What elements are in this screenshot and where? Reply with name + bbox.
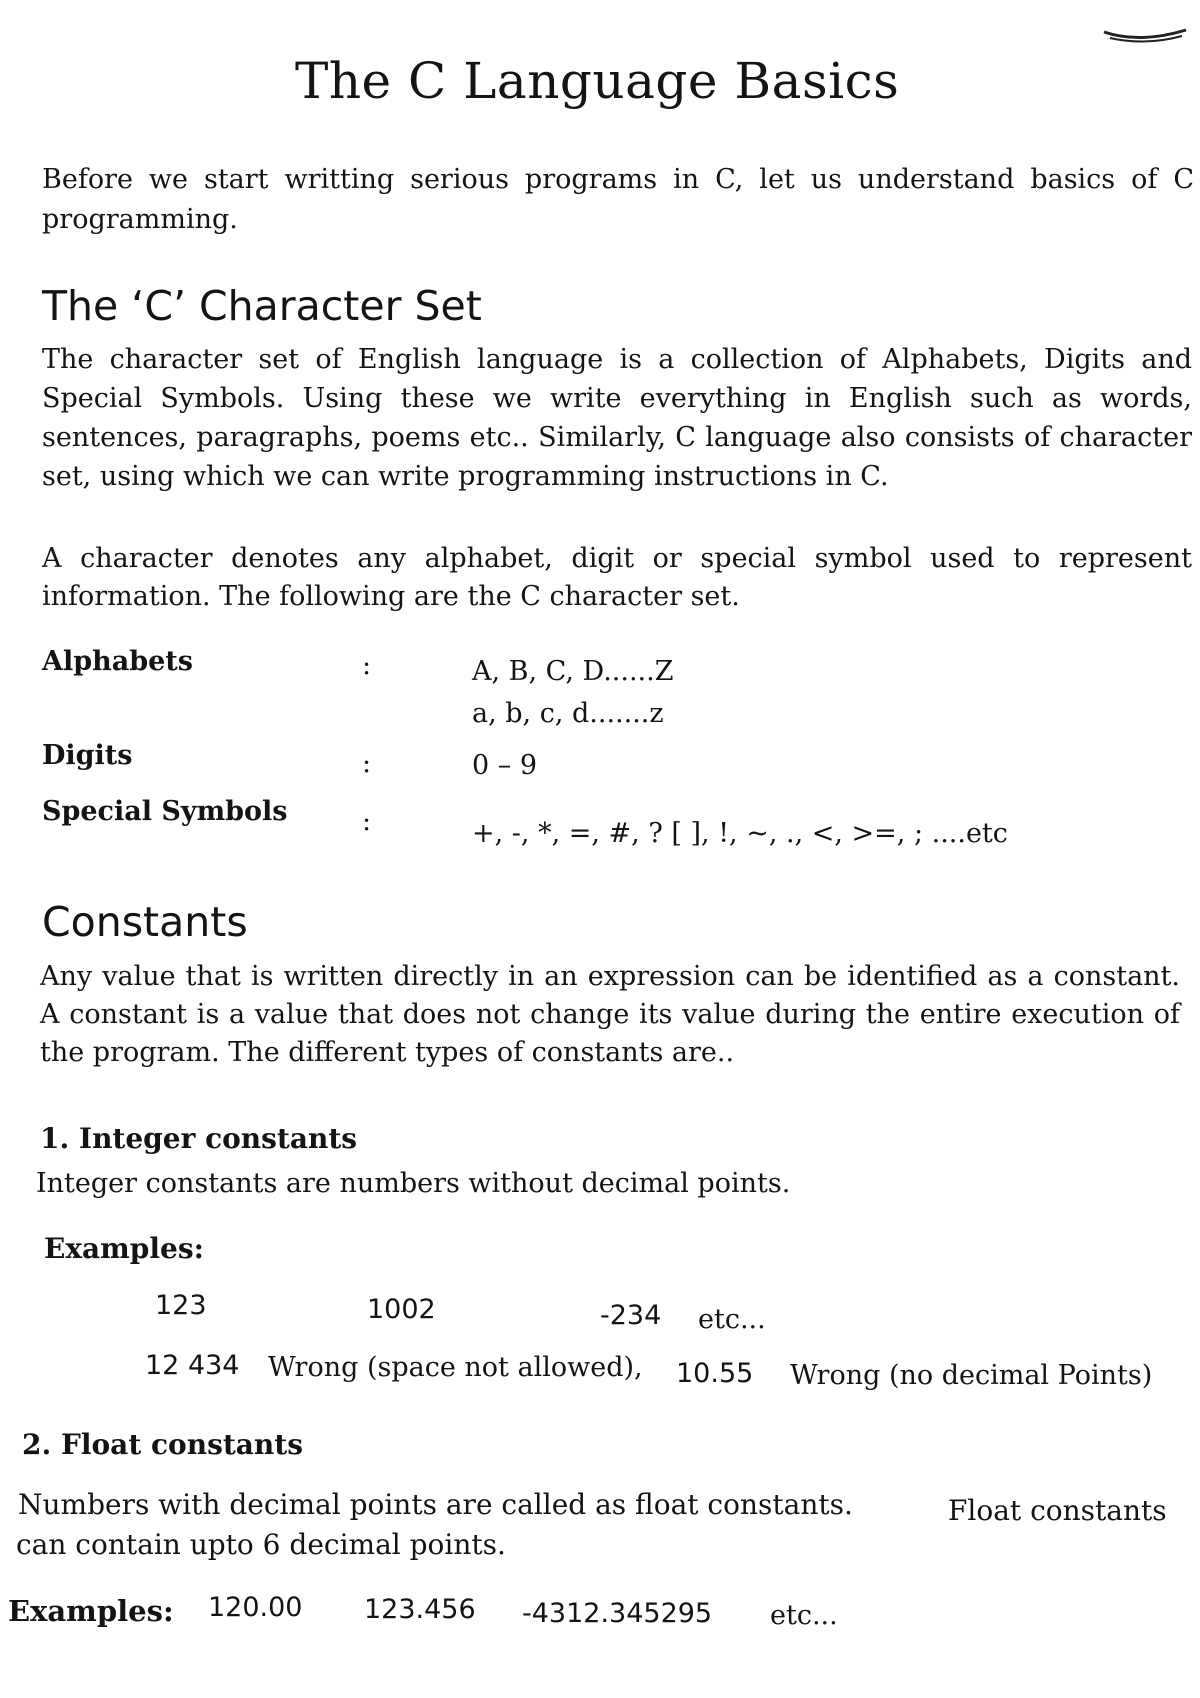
float-description-line2: can contain upto 6 decimal points.: [16, 1528, 506, 1561]
alphabets-uppercase: A, B, C, D......Z: [472, 656, 674, 687]
page-title: The C Language Basics: [295, 52, 900, 110]
float-example-2: 123.456: [364, 1594, 476, 1625]
corner-mark: [1100, 22, 1190, 52]
character-definition-paragraph: A character denotes any alphabet, digit or special symbol used to represent information. The following are the C character set.: [42, 543, 1192, 612]
integer-example-etc: etc...: [698, 1304, 766, 1335]
float-example-3: -4312.345295: [522, 1598, 713, 1629]
digits-colon: :: [362, 748, 372, 779]
alphabets-label: Alphabets: [42, 646, 193, 677]
alphabets-colon: :: [362, 650, 372, 681]
constants-heading: Constants: [42, 898, 248, 946]
special-symbols-value: +, -, *, =, #, ? [ ], !, ~, ., <, >=, ; ....etc: [472, 818, 1008, 849]
wrong-example-2-note: Wrong (no decimal Points): [790, 1360, 1153, 1391]
float-description-line1-end: Float constants: [948, 1494, 1167, 1527]
digits-label: Digits: [42, 740, 133, 771]
float-examples-label: Examples:: [8, 1594, 174, 1628]
float-constants-heading: 2. Float constants: [22, 1428, 303, 1461]
special-symbols-label: Special Symbols: [42, 796, 288, 827]
constants-paragraph: Any value that is written directly in an expression can be identified as a constant. A constant is a value that does not change its value during the entire execution of the program. The different types of constants are..: [40, 961, 1180, 1068]
float-example-1: 120.00: [208, 1592, 303, 1623]
integer-example-2: 1002: [367, 1294, 436, 1325]
wrong-example-1-note: Wrong (space not allowed),: [268, 1352, 643, 1383]
character-set-heading: The ‘C’ Character Set: [42, 282, 482, 330]
character-set-paragraph: The character set of English language is a collection of Alphabets, Digits and Special Symbols. Using these we write everything in English such as words, sentences, paragraphs, poems etc.. Similarly, C language also consists of character set, using which we can write programming instructions in C.: [42, 344, 1192, 492]
float-description-line1: Numbers with decimal points are called as float constants.: [18, 1488, 853, 1521]
digits-value: 0 – 9: [472, 750, 538, 781]
alphabets-lowercase: a, b, c, d.......z: [472, 698, 664, 729]
intro-paragraph: Before we start writting serious programs in C, let us understand basics of C programming.: [42, 164, 1194, 235]
integer-example-3: -234: [600, 1300, 662, 1331]
float-example-etc: etc...: [770, 1600, 838, 1631]
integer-examples-label: Examples:: [44, 1232, 204, 1265]
wrong-example-2-value: 10.55: [676, 1358, 754, 1389]
wrong-example-1-value: 12 434: [145, 1350, 240, 1381]
special-symbols-colon: :: [362, 806, 372, 837]
integer-example-1: 123: [155, 1290, 207, 1321]
integer-constants-heading: 1. Integer constants: [40, 1122, 358, 1155]
integer-constants-description: Integer constants are numbers without decimal points.: [36, 1168, 791, 1199]
